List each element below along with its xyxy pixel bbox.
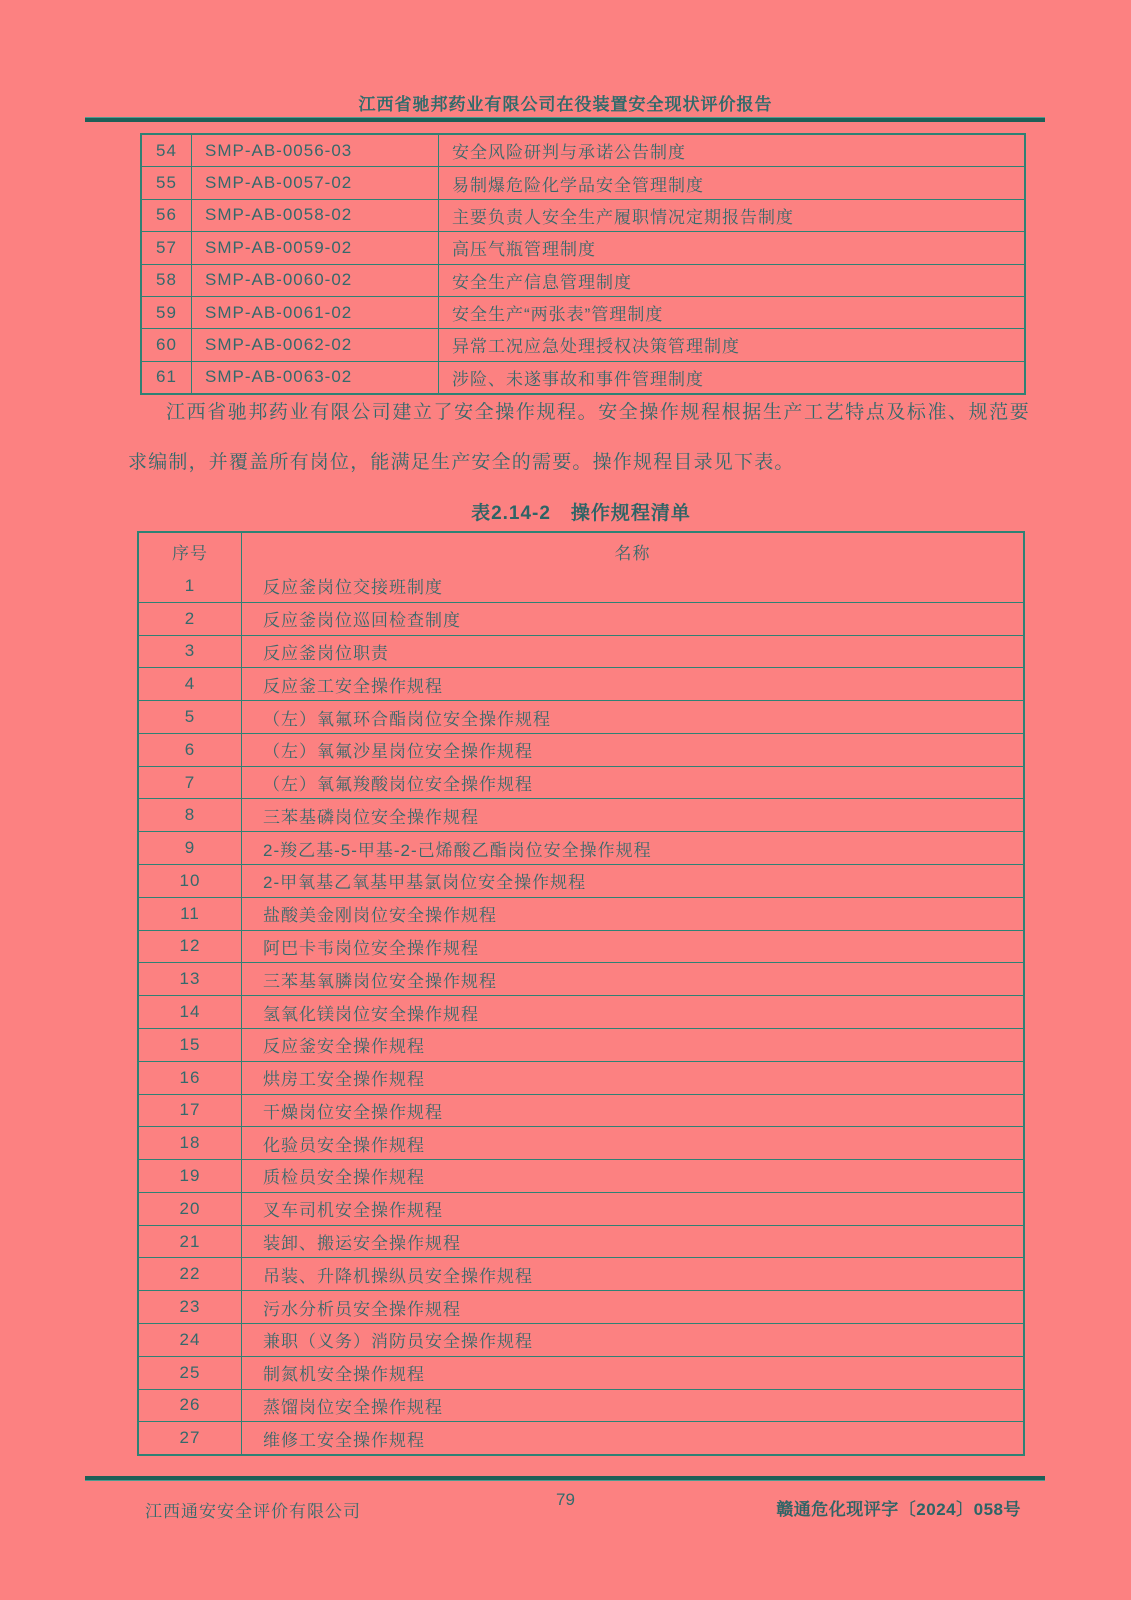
table-row — [139, 1159, 1023, 1192]
row-number: 6 — [184, 739, 196, 759]
table-row — [139, 1389, 1023, 1422]
row-number: 4 — [184, 674, 196, 694]
row-code: SMP-AB-0059-02 — [191, 232, 438, 263]
row-code: SMP-AB-0062-02 — [191, 329, 438, 360]
row-name: 维修工安全操作规程 — [241, 1422, 1023, 1454]
row-number: 15 — [179, 1034, 201, 1054]
table-row — [139, 1126, 1023, 1159]
procedures-header-no: 序号 — [172, 544, 208, 563]
management-regulations-table — [140, 133, 1026, 395]
footer-report-number: 赣通危化现评字〔2024〕058号 — [776, 1500, 1021, 1519]
management-regulations-table-body — [142, 135, 1024, 393]
row-name: （左）氧氟沙星岗位安全操作规程 — [241, 734, 1023, 766]
table-row — [139, 766, 1023, 799]
row-number: 13 — [179, 969, 201, 989]
row-number: 19 — [179, 1165, 201, 1185]
row-number: 61 — [156, 367, 177, 387]
row-code: SMP-AB-0056-03 — [191, 135, 438, 166]
row-number: 2 — [184, 608, 196, 628]
table-row — [142, 199, 1024, 231]
table-row — [139, 667, 1023, 700]
table-row — [142, 328, 1024, 360]
row-number: 12 — [179, 936, 201, 956]
table-row — [139, 733, 1023, 766]
row-name: 反应釜岗位职责 — [241, 636, 1023, 668]
row-name: 制氮机安全操作规程 — [241, 1357, 1023, 1389]
table-row — [142, 135, 1024, 166]
row-number: 3 — [184, 641, 196, 661]
table-row — [139, 570, 1023, 602]
row-name: 反应釜安全操作规程 — [241, 1029, 1023, 1061]
footer-page-number: 79 — [556, 1490, 575, 1509]
row-name: 质检员安全操作规程 — [241, 1160, 1023, 1192]
row-name: 安全生产“两张表”管理制度 — [438, 297, 1024, 328]
row-number: 10 — [179, 870, 201, 890]
row-name: 反应釜岗位交接班制度 — [241, 570, 1023, 602]
row-number: 56 — [156, 205, 177, 225]
procedures-header-name: 名称 — [241, 533, 1023, 570]
row-number: 23 — [179, 1297, 201, 1317]
row-name: （左）氧氟羧酸岗位安全操作规程 — [241, 767, 1023, 799]
row-name: 2-羧乙基-5-甲基-2-己烯酸乙酯岗位安全操作规程 — [241, 832, 1023, 864]
row-number: 59 — [156, 302, 177, 322]
row-code: SMP-AB-0058-02 — [191, 200, 438, 231]
table-row — [139, 962, 1023, 995]
table-row — [139, 1192, 1023, 1225]
table-row — [139, 635, 1023, 668]
table-row — [139, 1323, 1023, 1356]
row-name: 异常工况应急处理授权决策管理制度 — [438, 329, 1024, 360]
row-name: 叉车司机安全操作规程 — [241, 1193, 1023, 1225]
table-row — [139, 831, 1023, 864]
row-number: 5 — [184, 707, 196, 727]
row-name: 高压气瓶管理制度 — [438, 232, 1024, 263]
row-number: 17 — [179, 1100, 201, 1120]
table-row — [139, 1290, 1023, 1323]
row-number: 7 — [184, 772, 196, 792]
row-number: 1 — [184, 575, 196, 595]
row-name: 干燥岗位安全操作规程 — [241, 1095, 1023, 1127]
row-number: 21 — [179, 1231, 201, 1251]
row-number: 11 — [180, 903, 200, 923]
row-name: 反应釜岗位巡回检查制度 — [241, 603, 1023, 635]
row-number: 20 — [179, 1198, 201, 1218]
row-code: SMP-AB-0061-02 — [191, 297, 438, 328]
footer-company-name: 江西通安安全评价有限公司 — [145, 1502, 361, 1521]
row-name: 2-甲氧基乙氧基甲基氯岗位安全操作规程 — [241, 865, 1023, 897]
row-name: 吊装、升降机操纵员安全操作规程 — [241, 1258, 1023, 1290]
table-row — [139, 1225, 1023, 1258]
row-number: 27 — [179, 1428, 201, 1448]
footer-rule — [85, 1476, 1045, 1481]
row-number: 14 — [179, 1002, 201, 1022]
row-name: 污水分析员安全操作规程 — [241, 1291, 1023, 1323]
row-name: 氢氧化镁岗位安全操作规程 — [241, 996, 1023, 1028]
row-name: 安全风险研判与承诺公告制度 — [438, 135, 1024, 166]
procedures-table-header-row — [139, 533, 1023, 570]
row-number: 25 — [179, 1362, 201, 1382]
row-name: 化验员安全操作规程 — [241, 1127, 1023, 1159]
row-number: 24 — [179, 1329, 201, 1349]
table-row — [139, 897, 1023, 930]
row-number: 55 — [156, 173, 177, 193]
table-row — [139, 1356, 1023, 1389]
row-number: 8 — [184, 805, 196, 825]
table-row — [139, 1094, 1023, 1127]
table-row — [139, 700, 1023, 733]
table-row — [142, 296, 1024, 328]
table-row — [139, 798, 1023, 831]
table-row — [142, 231, 1024, 263]
header-rule — [85, 117, 1045, 122]
row-name: 反应釜工安全操作规程 — [241, 668, 1023, 700]
row-name: 三苯基氧膦岗位安全操作规程 — [241, 963, 1023, 995]
row-code: SMP-AB-0057-02 — [191, 167, 438, 198]
row-name: 三苯基磷岗位安全操作规程 — [241, 799, 1023, 831]
table-row — [142, 264, 1024, 296]
body-paragraph: 江西省驰邦药业有限公司建立了安全操作规程。安全操作规程根据生产工艺特点及标准、规范要求编制，并覆盖所有岗位，能满足生产安全的需要。操作规程目录见下表。 — [128, 402, 1030, 473]
row-code: SMP-AB-0063-02 — [191, 362, 438, 393]
row-number: 26 — [179, 1395, 201, 1415]
row-name: 阿巴卡韦岗位安全操作规程 — [241, 931, 1023, 963]
table-row — [142, 166, 1024, 198]
row-name: 盐酸美金刚岗位安全操作规程 — [241, 898, 1023, 930]
row-number: 60 — [156, 334, 177, 354]
table-row — [139, 1257, 1023, 1290]
row-name: （左）氧氟环合酯岗位安全操作规程 — [241, 701, 1023, 733]
procedures-table-caption: 表2.14-2 操作规程清单 — [471, 503, 691, 524]
table-row — [139, 995, 1023, 1028]
row-name: 装卸、搬运安全操作规程 — [241, 1226, 1023, 1258]
procedures-table-body — [139, 570, 1023, 1454]
row-number: 22 — [179, 1264, 201, 1284]
procedures-table — [137, 531, 1025, 1456]
row-name: 兼职（义务）消防员安全操作规程 — [241, 1324, 1023, 1356]
row-name: 易制爆危险化学品安全管理制度 — [438, 167, 1024, 198]
row-number: 18 — [179, 1133, 201, 1153]
row-name: 主要负责人安全生产履职情况定期报告制度 — [438, 200, 1024, 231]
row-code: SMP-AB-0060-02 — [191, 265, 438, 296]
table-row — [139, 602, 1023, 635]
table-row — [139, 930, 1023, 963]
row-number: 16 — [179, 1067, 201, 1087]
table-row — [139, 1028, 1023, 1061]
row-number: 54 — [156, 140, 177, 160]
row-name: 烘房工安全操作规程 — [241, 1062, 1023, 1094]
table-row — [139, 864, 1023, 897]
table-row — [139, 1061, 1023, 1094]
row-number: 9 — [184, 838, 196, 858]
row-name: 安全生产信息管理制度 — [438, 265, 1024, 296]
table-row — [139, 1421, 1023, 1454]
row-number: 58 — [156, 270, 177, 290]
page-header-title: 江西省驰邦药业有限公司在役装置安全现状评价报告 — [358, 95, 773, 114]
row-name: 蒸馏岗位安全操作规程 — [241, 1390, 1023, 1422]
row-name: 涉险、未遂事故和事件管理制度 — [438, 362, 1024, 393]
row-number: 57 — [156, 237, 177, 257]
